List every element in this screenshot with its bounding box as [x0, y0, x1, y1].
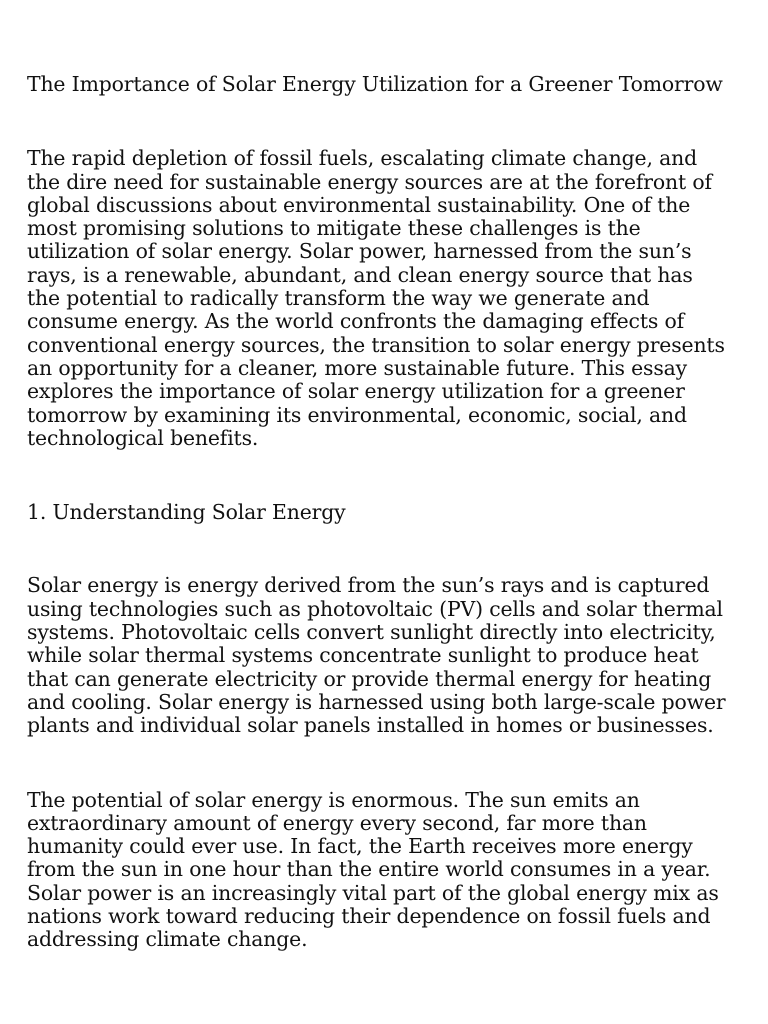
document-title: The Importance of Solar Energy Utilization for a Greener Tomorrow: [27, 72, 723, 96]
document-page: [27, 73, 727, 952]
section-heading: 1. Understanding Solar Energy: [27, 500, 346, 525]
intro-paragraph: The rapid depletion of fossil fuels, escalating climate change, and the dire need for sustainable energy sources are at the forefront of global discussions about environmental sustainability. One of the most promising solutions to mitigate these challenges is the utilization of solar energy. Solar power, harnessed from the sun’s rays, is a renewable, abundant, and clean energy source that has the potential to radically transform the way we generate and consume energy. As the world confronts the damaging effects of conventional energy sources, the transition to solar energy presents an opportunity for a cleaner, more sustainable future. This essay explores the importance of solar energy utilization for a greener tomorrow by examining its environmental, economic, social, and technological benefits.: [27, 146, 725, 450]
section-paragraph-2: The potential of solar energy is enormous. The sun emits an extraordinary amount of energy every second, far more than humanity could ever use. In fact, the Earth receives more energy from the sun in one hour than the entire world consumes in a year. Solar power is an increasingly vital part of the global energy mix as nations work toward reducing their dependence on fossil fuels and addressing climate change.: [27, 787, 719, 952]
section-paragraph-1: Solar energy is energy derived from the sun’s rays and is captured using technologies such as photovoltaic (PV) cells and solar thermal systems. Photovoltaic cells convert sunlight directly into electricity, while solar thermal systems concentrate sunlight to produce heat that can generate electricity or provide thermal energy for heating and cooling. Solar energy is harnessed using both large-scale power plants and individual solar panels installed in homes or businesses.: [27, 573, 726, 738]
